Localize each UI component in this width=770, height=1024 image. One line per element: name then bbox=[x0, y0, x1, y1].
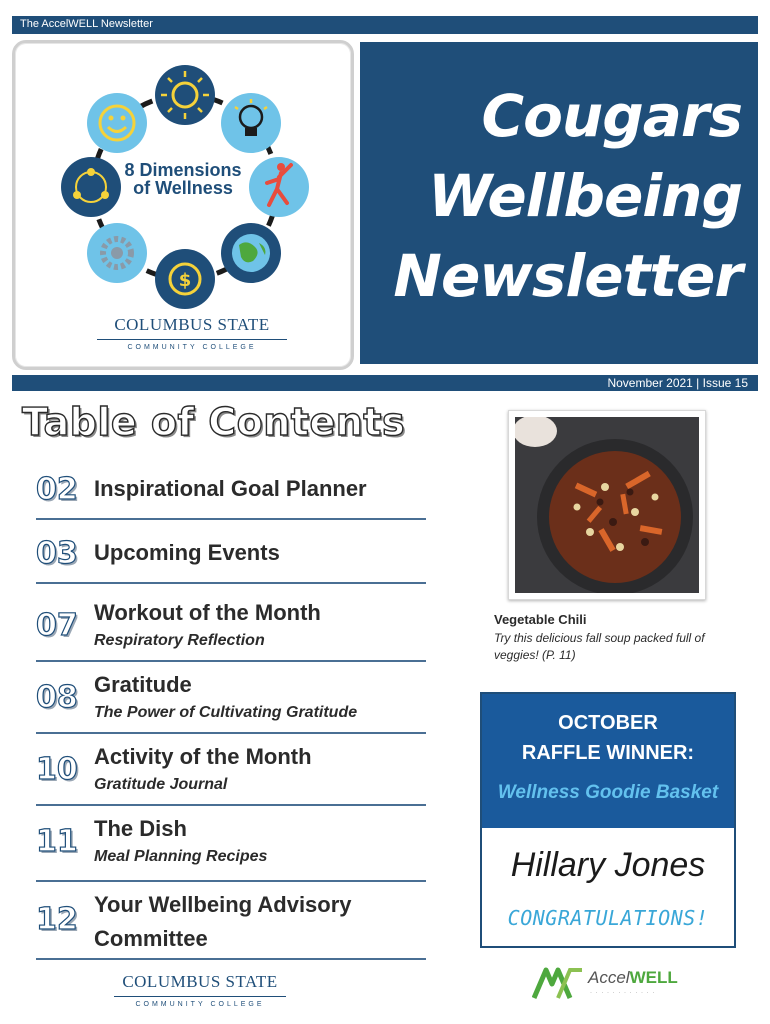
toc-item[interactable] bbox=[36, 596, 426, 662]
newsletter-top-strip bbox=[12, 16, 758, 34]
footer-college-logo bbox=[114, 972, 286, 1008]
date-issue-bar bbox=[12, 375, 758, 391]
toc-item-title: Activity of the Month bbox=[94, 744, 312, 769]
toc-item-title: Inspirational Goal Planner bbox=[94, 476, 367, 501]
accelwell-logo bbox=[532, 964, 692, 1004]
college-name: COLUMBUS STATE bbox=[114, 315, 270, 334]
toc-item-subtitle: Meal Planning Recipes bbox=[94, 848, 268, 865]
vegetable-chili-photo bbox=[508, 410, 706, 600]
raffle-prize: Wellness Goodie Basket bbox=[497, 782, 719, 803]
toc-item[interactable] bbox=[36, 890, 426, 960]
toc-page-number: 08 bbox=[36, 680, 78, 715]
svg-text:$: $ bbox=[178, 270, 192, 291]
chili-bowl-image bbox=[515, 417, 699, 593]
toc-item[interactable] bbox=[36, 532, 426, 584]
smiley-icon bbox=[87, 93, 147, 153]
title-line-2: Wellbeing bbox=[428, 162, 742, 230]
gears-icon bbox=[87, 223, 147, 283]
title-line-1: Cougars bbox=[481, 82, 742, 150]
toc-item-subtitle: The Power of Cultivating Gratitude bbox=[94, 704, 358, 721]
photo-caption-title: Vegetable Chili bbox=[494, 612, 587, 627]
toc-heading: Table of Contents bbox=[22, 400, 406, 444]
toc-item[interactable] bbox=[36, 812, 426, 882]
sun-icon bbox=[155, 65, 215, 125]
college-logo bbox=[97, 315, 287, 351]
toc-item-title: The Dish bbox=[94, 816, 187, 841]
raffle-heading bbox=[482, 708, 734, 768]
raffle-winner-name: Hillary Jones bbox=[510, 846, 706, 884]
raffle-heading-line1: OCTOBER bbox=[558, 712, 658, 734]
toc-item-subtitle: Gratitude Journal bbox=[94, 776, 228, 793]
toc-item-title: Upcoming Events bbox=[94, 540, 280, 565]
toc-item-title-continued: Committee bbox=[94, 926, 208, 951]
accelwell-suffix: WELL bbox=[629, 968, 678, 987]
toc-page-number: 10 bbox=[36, 752, 78, 787]
college-subtitle: COMMUNITY COLLEGE bbox=[97, 339, 287, 351]
accelwell-tagline-mark: · · · · · · · · · · · · bbox=[590, 990, 656, 996]
wheel-title-line2: of Wellness bbox=[133, 178, 233, 198]
toc-page-number: 02 bbox=[36, 472, 78, 507]
wheel-title-line1: 8 Dimensions bbox=[124, 160, 242, 180]
globe-icon bbox=[221, 223, 281, 283]
raffle-winner-box bbox=[480, 692, 736, 948]
toc-page-number: 12 bbox=[36, 902, 78, 937]
chili-bowl-icon bbox=[515, 417, 699, 593]
wellness-logo-frame bbox=[12, 40, 354, 370]
toc-item-title: Gratitude bbox=[94, 672, 192, 697]
lightbulb-icon bbox=[221, 93, 281, 153]
toc-item-title: Your Wellbeing Advisory bbox=[94, 892, 352, 917]
accelwell-mark-icon bbox=[532, 964, 584, 1000]
toc-item[interactable] bbox=[36, 668, 426, 734]
toc-page-number: 07 bbox=[36, 608, 78, 643]
toc-item-title: Workout of the Month bbox=[94, 600, 321, 625]
wheel-title bbox=[93, 161, 273, 197]
raffle-heading-line2: RAFFLE WINNER: bbox=[521, 742, 695, 764]
footer-college-name: COLUMBUS STATE bbox=[122, 972, 278, 991]
newsletter-title-box bbox=[360, 42, 758, 364]
footer-college-subtitle: COMMUNITY COLLEGE bbox=[114, 996, 286, 1008]
photo-caption-text: Try this delicious fall soup packed full of veggies! (P. 11) bbox=[494, 631, 705, 662]
toc-item-subtitle: Respiratory Reflection bbox=[94, 632, 265, 649]
accelwell-prefix: Accel bbox=[588, 968, 630, 987]
toc-item[interactable] bbox=[36, 740, 426, 806]
date-issue: November 2021 | Issue 15 bbox=[607, 376, 748, 390]
toc-item[interactable] bbox=[36, 468, 426, 520]
toc-page-number: 03 bbox=[36, 536, 78, 571]
newsletter-label: The AccelWELL Newsletter bbox=[20, 18, 153, 30]
dollar-coin-icon bbox=[155, 249, 215, 309]
toc-page-number: 11 bbox=[36, 824, 78, 859]
raffle-header-panel bbox=[482, 694, 734, 828]
accelwell-wordmark bbox=[588, 968, 678, 988]
raffle-congratulations: CONGRATULATIONS! bbox=[507, 906, 709, 930]
title-line-3: Newsletter bbox=[393, 242, 742, 310]
